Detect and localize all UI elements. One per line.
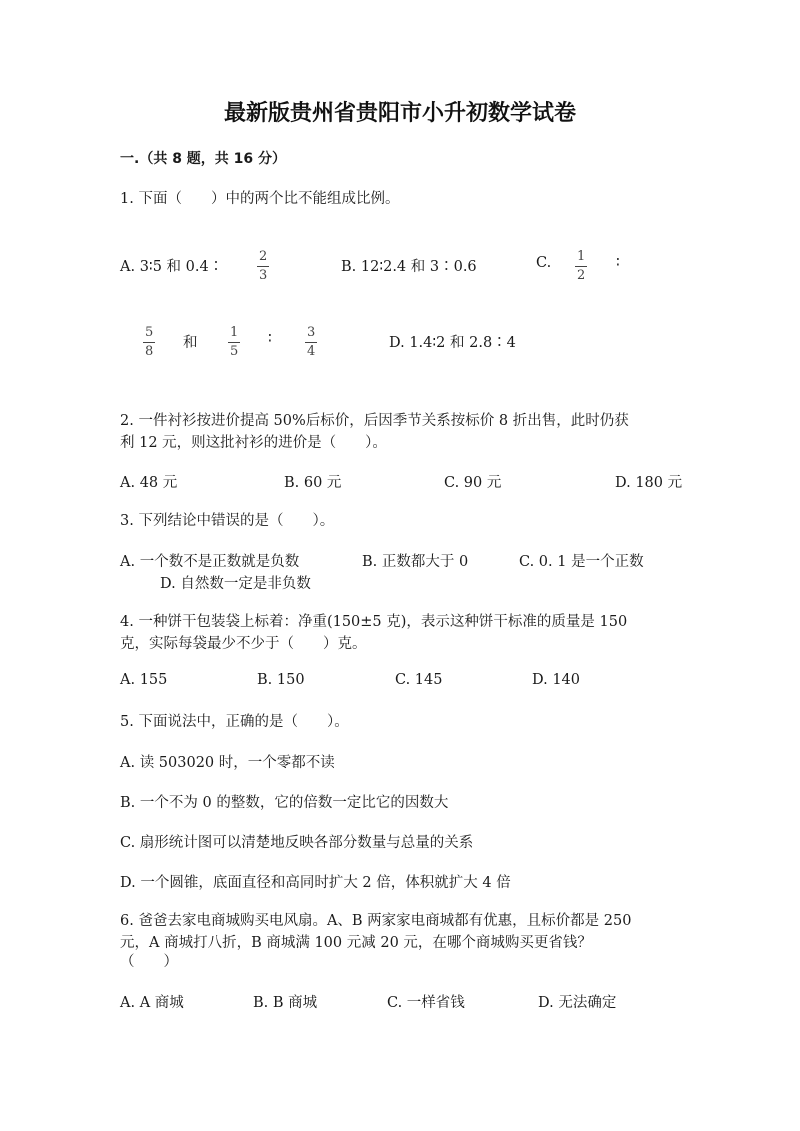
q6-option-d[interactable]: D. 无法确定 [538, 995, 617, 1011]
q4-option-c[interactable]: C. 145 [395, 672, 443, 688]
fraction-numerator: 1 [577, 249, 586, 264]
q2-stem-line-1: 2. 一件衬衫按进价提高 50%后标价，后因季节关系按标价 8 折出售，此时仍获 [120, 413, 629, 429]
q4-stem-line-1: 4. 一种饼干包装袋上标着：净重(150±5 克)，表示这种饼干标准的质量是 150 [120, 614, 628, 630]
fraction-denominator: 5 [230, 344, 239, 359]
q1-option-b[interactable]: B. 12∶2.4 和 3∶0.6 [341, 259, 477, 275]
fraction-bar [575, 266, 587, 267]
q5-option-d[interactable]: D. 一个圆锥，底面直径和高同时扩大 2 倍，体积就扩大 4 倍 [120, 875, 511, 891]
q2-option-b[interactable]: B. 60 元 [284, 475, 342, 491]
q2-option-d[interactable]: D. 180 元 [615, 475, 683, 491]
fraction-denominator: 3 [259, 268, 268, 283]
fraction-denominator: 4 [307, 344, 316, 359]
q5-option-a[interactable]: A. 读 503020 时，一个零都不读 [120, 755, 335, 771]
q6-stem-line-2: 元，A 商城打八折，B 商城满 100 元减 20 元，在哪个商城购买更省钱？ [120, 935, 592, 951]
q1-option-c-and: 和 [183, 335, 198, 351]
q4-option-a[interactable]: A. 155 [120, 672, 168, 688]
q3-option-d[interactable]: D. 自然数一定是非负数 [160, 576, 311, 592]
q3-option-b[interactable]: B. 正数都大于 0 [362, 554, 469, 570]
q6-option-a[interactable]: A. A 商城 [120, 995, 184, 1011]
q5-option-c[interactable]: C. 扇形统计图可以清楚地反映各部分数量与总量的关系 [120, 835, 474, 851]
q2-stem-line-2: 利 12 元，则这批衬衫的进价是（ ）。 [120, 435, 387, 451]
q6-stem-line-3: （ ） [120, 954, 178, 970]
q3-option-c[interactable]: C. 0. 1 是一个正数 [519, 554, 644, 570]
q1-option-c-colon-1: ∶ [616, 255, 620, 271]
fraction-numerator: 5 [145, 325, 154, 340]
q1-option-c-fraction-1 [575, 249, 587, 284]
q4-option-b[interactable]: B. 150 [257, 672, 305, 688]
q5-option-b[interactable]: B. 一个不为 0 的整数，它的倍数一定比它的因数大 [120, 795, 449, 811]
q2-option-a[interactable]: A. 48 元 [120, 475, 178, 491]
q1-option-a-fraction [257, 249, 269, 284]
q1-stem: 1. 下面（ ）中的两个比不能组成比例。 [120, 191, 400, 207]
q4-stem-line-2: 克，实际每袋最少不少于（ ）克。 [120, 636, 367, 652]
q1-option-c-fraction-4 [305, 325, 317, 360]
q1-option-a-text: A. 3∶5 和 0.4∶ [120, 259, 224, 275]
q3-option-a[interactable]: A. 一个数不是正数就是负数 [120, 554, 300, 570]
fraction-bar [143, 342, 155, 343]
page-title: 最新版贵州省贵阳市小升初数学试卷 [223, 101, 576, 126]
q6-option-b[interactable]: B. B 商城 [253, 995, 318, 1011]
fraction-numerator: 1 [230, 325, 239, 340]
q5-stem: 5. 下面说法中，正确的是（ ）。 [120, 714, 349, 730]
fraction-bar [257, 266, 269, 267]
q1-option-c-fraction-2 [143, 325, 155, 360]
q1-option-c-fraction-3 [228, 325, 240, 360]
q6-stem-line-1: 6. 爸爸去家电商城购买电风扇。A、B 两家家电商城都有优惠，且标价都是 250 [120, 913, 632, 929]
q6-option-c[interactable]: C. 一样省钱 [387, 995, 465, 1011]
q1-option-a[interactable] [120, 255, 223, 276]
fraction-bar [305, 342, 317, 343]
q1-option-d[interactable]: D. 1.4∶2 和 2.8∶4 [389, 335, 516, 351]
fraction-denominator: 8 [145, 344, 154, 359]
fraction-denominator: 2 [577, 268, 586, 283]
q1-option-c-colon-2: ∶ [268, 331, 272, 347]
fraction-bar [228, 342, 240, 343]
fraction-numerator: 3 [307, 325, 316, 340]
fraction-numerator: 2 [259, 249, 268, 264]
q4-option-d[interactable]: D. 140 [532, 672, 581, 688]
q1-option-c[interactable]: C. [536, 255, 552, 271]
q2-option-c[interactable]: C. 90 元 [444, 475, 502, 491]
q3-stem: 3. 下列结论中错误的是（ ）。 [120, 513, 335, 529]
section-heading: 一.（共 8 题，共 16 分） [120, 151, 287, 167]
